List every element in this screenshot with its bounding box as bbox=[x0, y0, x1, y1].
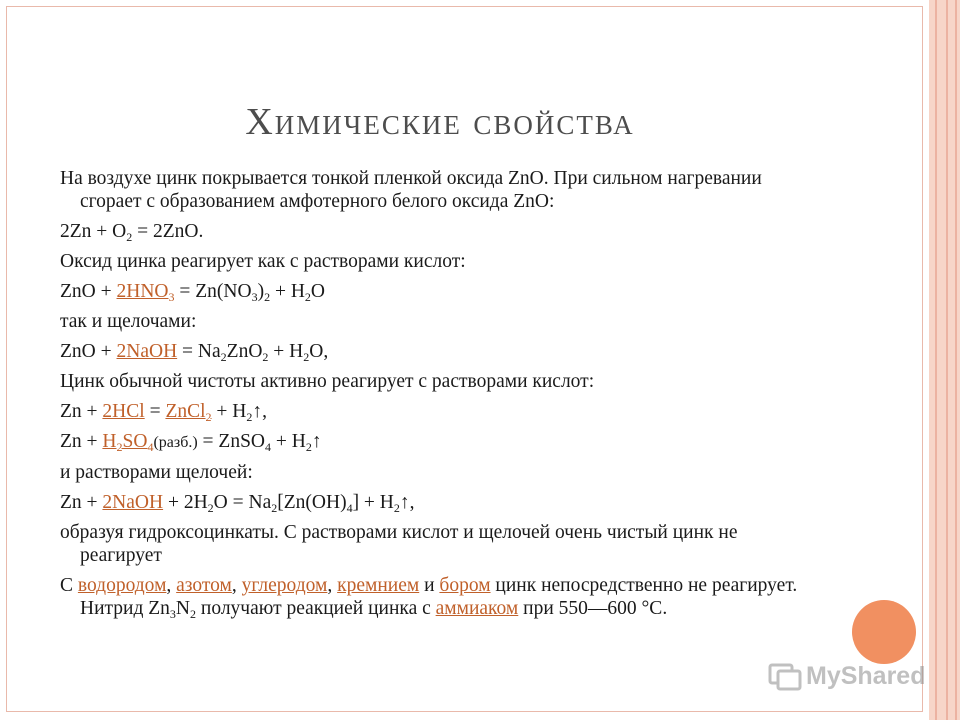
body-line bbox=[60, 340, 820, 363]
body-line bbox=[60, 521, 820, 567]
text-run: С bbox=[60, 575, 78, 596]
text-run: Zn + bbox=[60, 431, 103, 452]
subscript: 2 bbox=[190, 607, 197, 621]
text-run: + H bbox=[211, 401, 247, 422]
text-run: ) bbox=[257, 281, 265, 302]
subscript: 2 bbox=[305, 440, 312, 454]
text-run: На воздухе цинк покрывается тонкой пленкой оксида ZnO. При сильном нагревании сгорает с образованием амфотерного белого оксида ZnO: bbox=[60, 168, 762, 212]
text-run: Zn + bbox=[60, 401, 103, 422]
subscript: 2 bbox=[271, 501, 278, 515]
slide-title: Химические свойства bbox=[245, 101, 635, 143]
text-run: ] + H bbox=[352, 492, 394, 513]
body-line bbox=[60, 370, 820, 393]
decorative-stripe-line bbox=[946, 0, 948, 720]
body-line bbox=[60, 310, 820, 333]
text-run: Zn + bbox=[60, 492, 103, 513]
subscript: 4 bbox=[147, 440, 154, 454]
term-link[interactable] bbox=[165, 401, 211, 422]
subscript: 2 bbox=[262, 350, 269, 364]
body-line bbox=[60, 250, 820, 273]
text-run: , bbox=[166, 575, 177, 596]
text-run: аммиаком bbox=[435, 598, 519, 619]
term-link[interactable] bbox=[117, 341, 178, 362]
term-link[interactable] bbox=[102, 431, 153, 452]
text-run: = bbox=[144, 401, 166, 422]
text-run: ↑, bbox=[399, 492, 415, 513]
text-run: 2HCl bbox=[102, 401, 145, 422]
body-line bbox=[60, 167, 820, 213]
term-link[interactable] bbox=[176, 575, 232, 596]
text-run: азотом bbox=[176, 575, 232, 596]
term-link[interactable] bbox=[337, 575, 419, 596]
text-run: [Zn(OH) bbox=[277, 492, 347, 513]
text-run: ZnO + bbox=[60, 281, 117, 302]
text-run: + H bbox=[270, 281, 305, 302]
subscript: 2 bbox=[246, 410, 253, 424]
body-line bbox=[60, 461, 820, 484]
subscript: 2 bbox=[304, 290, 311, 304]
body-line bbox=[60, 220, 820, 243]
decorative-stripe-line bbox=[955, 0, 957, 720]
subscript: 2 bbox=[393, 501, 400, 515]
text-run: = ZnSO bbox=[197, 431, 266, 452]
text-run: бором bbox=[439, 575, 491, 596]
text-run: O = Na bbox=[213, 492, 272, 513]
term-link[interactable] bbox=[439, 575, 490, 596]
myshared-logo-icon bbox=[768, 661, 802, 691]
text-run: ZnO + bbox=[60, 341, 117, 362]
text-run: углеродом bbox=[241, 575, 328, 596]
subscript: 2 bbox=[205, 410, 212, 424]
text-run: Цинк обычной чистоты активно реагирует с растворами кислот: bbox=[60, 371, 595, 392]
text-run: 2HNO bbox=[116, 281, 169, 302]
watermark bbox=[768, 656, 925, 696]
subscript: 4 bbox=[265, 440, 272, 454]
text-run: при 550—600 °С. bbox=[518, 598, 668, 619]
text-run: образуя гидроксоцинкаты. С растворами кислот и щелочей очень чистый цинк не реагирует bbox=[60, 522, 738, 566]
subscript: 3 bbox=[169, 607, 176, 621]
text-run: так и щелочами: bbox=[60, 311, 197, 332]
decorative-stripe-line bbox=[935, 0, 937, 720]
text-run: ZnO bbox=[226, 341, 263, 362]
text-run: Оксид цинка реагирует как с растворами кислот: bbox=[60, 251, 466, 272]
subscript: 3 bbox=[168, 290, 175, 304]
body-line bbox=[60, 491, 820, 514]
text-run: водородом bbox=[77, 575, 167, 596]
subscript: 2 bbox=[220, 350, 227, 364]
text-run: = 2ZnO. bbox=[132, 221, 204, 242]
subscript: 2 bbox=[126, 230, 133, 244]
text-run: , bbox=[327, 575, 338, 596]
text-run: , bbox=[231, 575, 242, 596]
body-line bbox=[60, 280, 820, 303]
decorative-circle bbox=[852, 600, 916, 664]
text-run: получают реакцией цинка с bbox=[196, 598, 436, 619]
text-run: O, bbox=[309, 341, 329, 362]
text-run: = Zn(NO bbox=[174, 281, 252, 302]
text-run: N bbox=[175, 598, 191, 619]
term-link[interactable] bbox=[78, 575, 167, 596]
body-line bbox=[60, 400, 820, 423]
text-run: цинк непосредственно не реагирует. Нитрид Zn bbox=[80, 575, 798, 619]
text-run: + H bbox=[268, 341, 304, 362]
text-run: 2Zn + O bbox=[60, 221, 127, 242]
term-link[interactable] bbox=[102, 401, 144, 422]
text-run: и bbox=[419, 575, 440, 596]
text-run: и растворами щелочей: bbox=[60, 462, 253, 483]
term-link[interactable] bbox=[102, 492, 163, 513]
text-run: 2NaOH bbox=[116, 341, 178, 362]
watermark-text: MyShared bbox=[806, 661, 926, 690]
text-run: H bbox=[102, 431, 117, 452]
term-link[interactable] bbox=[436, 598, 519, 619]
subscript: 2 bbox=[303, 350, 310, 364]
subscript: 2 bbox=[264, 290, 271, 304]
text-run: + H bbox=[271, 431, 306, 452]
slide-body bbox=[60, 167, 820, 627]
body-line bbox=[60, 430, 820, 454]
text-run: 2NaOH bbox=[102, 492, 164, 513]
text-run: O bbox=[310, 281, 326, 302]
text-run: кремнием bbox=[337, 575, 420, 596]
text-run: ↑, bbox=[252, 401, 267, 422]
text-run: ↑ bbox=[311, 431, 322, 452]
text-run: (разб.) bbox=[153, 434, 198, 451]
term-link[interactable] bbox=[242, 575, 328, 596]
subscript: 3 bbox=[251, 290, 258, 304]
subscript: 2 bbox=[116, 440, 123, 454]
text-run: SO bbox=[122, 431, 148, 452]
text-run: = Na bbox=[177, 341, 221, 362]
term-link[interactable] bbox=[117, 281, 175, 302]
text-run: ZnCl bbox=[165, 401, 206, 422]
subscript: 2 bbox=[207, 501, 214, 515]
body-line bbox=[60, 574, 820, 620]
subscript: 4 bbox=[346, 501, 353, 515]
text-run: + 2H bbox=[163, 492, 208, 513]
